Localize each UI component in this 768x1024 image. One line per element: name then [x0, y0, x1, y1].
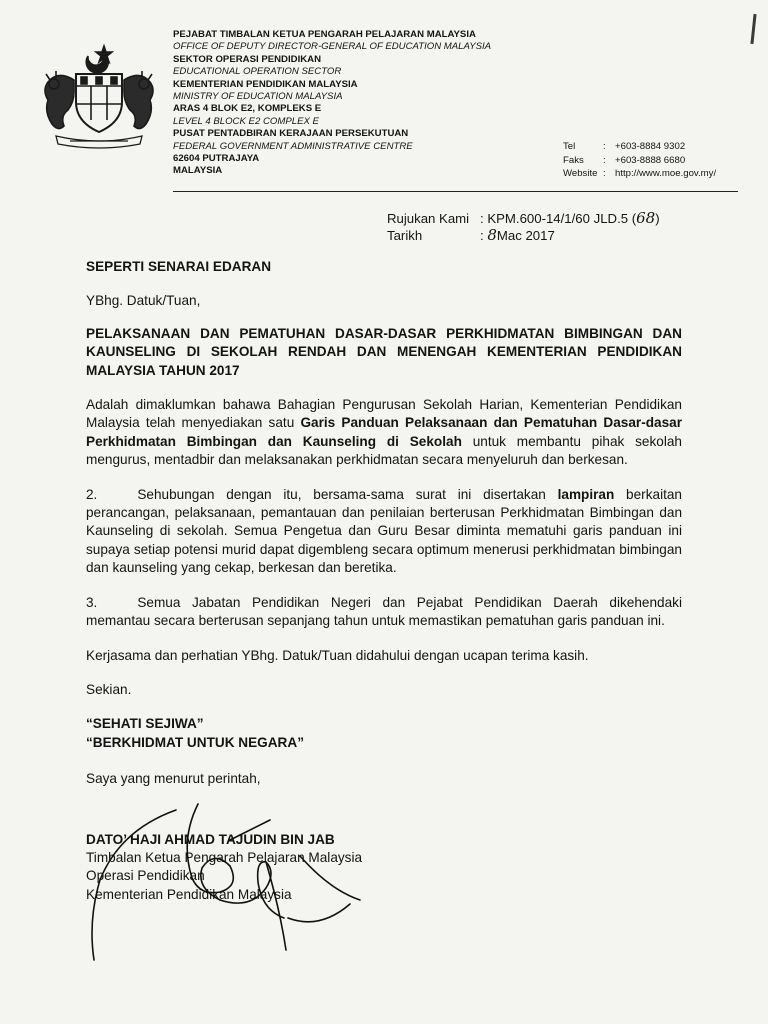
- contact-value: +603-8888 6680: [615, 154, 686, 166]
- signer-title-3: Kementerian Pendidikan Malaysia: [86, 886, 292, 902]
- letterhead-divider: [173, 191, 738, 192]
- letter-subject: PELAKSANAAN DAN PEMATUHAN DASAR-DASAR PERKHIDMATAN BIMBINGAN DAN KAUNSELING DI SEKOLAH RENDAH DAN MENENGAH KEMENTERIAN PENDIDIKAN MALAYSIA TAHUN 2017: [86, 325, 682, 378]
- letterhead-contact: [563, 140, 716, 181]
- letterhead-line: EDUCATIONAL OPERATION SECTOR: [173, 66, 342, 78]
- reference-number-row: Rujukan Kami : KPM.600-14/1/60 JLD.5 ( 68 ): [387, 209, 660, 227]
- scan-edge-mark: [750, 14, 756, 44]
- contact-label: Tel: [563, 141, 576, 152]
- paragraph-2: 2. Sehubungan dengan itu, bersama-sama surat ini disertakan lampiran berkaitan perancangan, pelaksanaan, pemantauan dan penilaian berterusan Perkhidmatan Bimbingan dan Kaunseling di sekolah. Semua Pengetua dan Guru Besar diminta mematuhi garis panduan ini supaya setiap potensi murid dapat digembleng secara optimum menerusi perkhidmatan bimbingan dan kaunseling yang cekap, berkesan dan beretika.: [86, 486, 682, 576]
- letterhead-address: [173, 29, 491, 178]
- salutation: YBhg. Datuk/Tuan,: [86, 293, 201, 309]
- letterhead-line: PEJABAT TIMBALAN KETUA PENGARAH PELAJARAN MALAYSIA: [173, 29, 476, 40]
- contact-fax: Faks : +603-8888 6680: [563, 154, 686, 166]
- guideline-title: Garis Panduan Pelaksanaan dan Pematuhan Dasar-dasar Perkhidmatan Bimbingan dan Kaunseling di Sekolah: [86, 415, 682, 449]
- handwritten-date-day: 8: [487, 226, 497, 244]
- paragraph-4: Kerjasama dan perhatian YBhg. Datuk/Tuan didahului dengan ucapan terima kasih.: [86, 647, 589, 663]
- letterhead-line: SEKTOR OPERASI PENDIDIKAN: [173, 53, 322, 65]
- attachment-word: lampiran: [557, 486, 615, 502]
- contact-value: http://www.moe.gov.my/: [615, 168, 717, 180]
- letterhead-line: KEMENTERIAN PENDIDIKAN MALAYSIA: [173, 78, 358, 90]
- contact-label: Faks: [563, 154, 584, 166]
- signer-title-2: Operasi Pendidikan: [86, 868, 205, 884]
- letterhead-line: ARAS 4 BLOK E2, KOMPLEKS E: [173, 103, 322, 115]
- malaysia-coat-of-arms-logo: [34, 40, 164, 152]
- letterhead-line: LEVEL 4 BLOCK E2 COMPLEX E: [173, 115, 319, 127]
- paragraph-1: Adalah dimaklumkan bahawa Bahagian Pengurusan Sekolah Harian, Kementerian Pendidikan Malaysia telah menyediakan satu Garis Panduan Pelaksanaan dan Pematuhan Dasar-dasar Perkhidmatan Bimbingan dan Kaunseling di Sekolah untuk membantu pihak sekolah mengurus, mentadbir dan melaksanakan perkhidmatan secara menyeluruh dan berkesan.: [86, 397, 682, 468]
- date-label: Tarikh: [387, 228, 423, 243]
- signer-name: DATO’ HAJI AHMAD TAJUDIN BIN JAB: [86, 831, 335, 847]
- contact-website: Website : http://www.moe.gov.my/: [563, 168, 717, 180]
- reference-close: ): [655, 211, 660, 226]
- obey-line: Saya yang menurut perintah,: [86, 771, 261, 787]
- letterhead-line: 62604 PUTRAJAYA: [173, 153, 260, 165]
- letterhead-line: FEDERAL GOVERNMENT ADMINISTRATIVE CENTRE: [173, 140, 413, 152]
- paragraph-3: 3. Semua Jabatan Pendidikan Negeri dan Pejabat Pendidikan Daerah dikehendaki memantau secara berterusan sepanjang tahun untuk memastikan pematuhan garis panduan ini.: [86, 594, 682, 629]
- contact-label: Website: [563, 168, 598, 180]
- reference-label: Rujukan Kami: [387, 211, 470, 226]
- reference-block: [387, 210, 660, 244]
- handwritten-signature: [80, 800, 410, 970]
- date-value: Mac 2017: [496, 228, 555, 243]
- paragraph-number: 2.: [86, 486, 98, 502]
- contact-value: +603-8884 9302: [615, 141, 686, 152]
- motto-2: “BERKHIDMAT UNTUK NEGARA”: [86, 734, 304, 750]
- letterhead-line: PUSAT PENTADBIRAN KERAJAAN PERSEKUTUAN: [173, 128, 409, 140]
- motto-1: “SEHATI SEJIWA”: [86, 716, 204, 732]
- signer-title-1: Timbalan Ketua Pengarah Pelajaran Malaysia: [86, 849, 363, 865]
- paragraph-number: 3.: [86, 594, 98, 610]
- closing: Sekian.: [86, 681, 132, 697]
- handwritten-reference-number: 68: [636, 209, 656, 227]
- date-row: Tarikh : 8 Mac 2017: [387, 226, 555, 244]
- addressee: SEPERTI SENARAI EDARAN: [86, 259, 272, 274]
- letterhead-line: MALAYSIA: [173, 165, 223, 177]
- letterhead-line: MINISTRY OF EDUCATION MALAYSIA: [173, 91, 343, 103]
- contact-tel: Tel : +603-8884 9302: [563, 141, 686, 152]
- letterhead-line: OFFICE OF DEPUTY DIRECTOR-GENERAL OF EDUCATION MALAYSIA: [173, 41, 492, 53]
- reference-number: KPM.600-14/1/60 JLD.5 (: [487, 211, 637, 226]
